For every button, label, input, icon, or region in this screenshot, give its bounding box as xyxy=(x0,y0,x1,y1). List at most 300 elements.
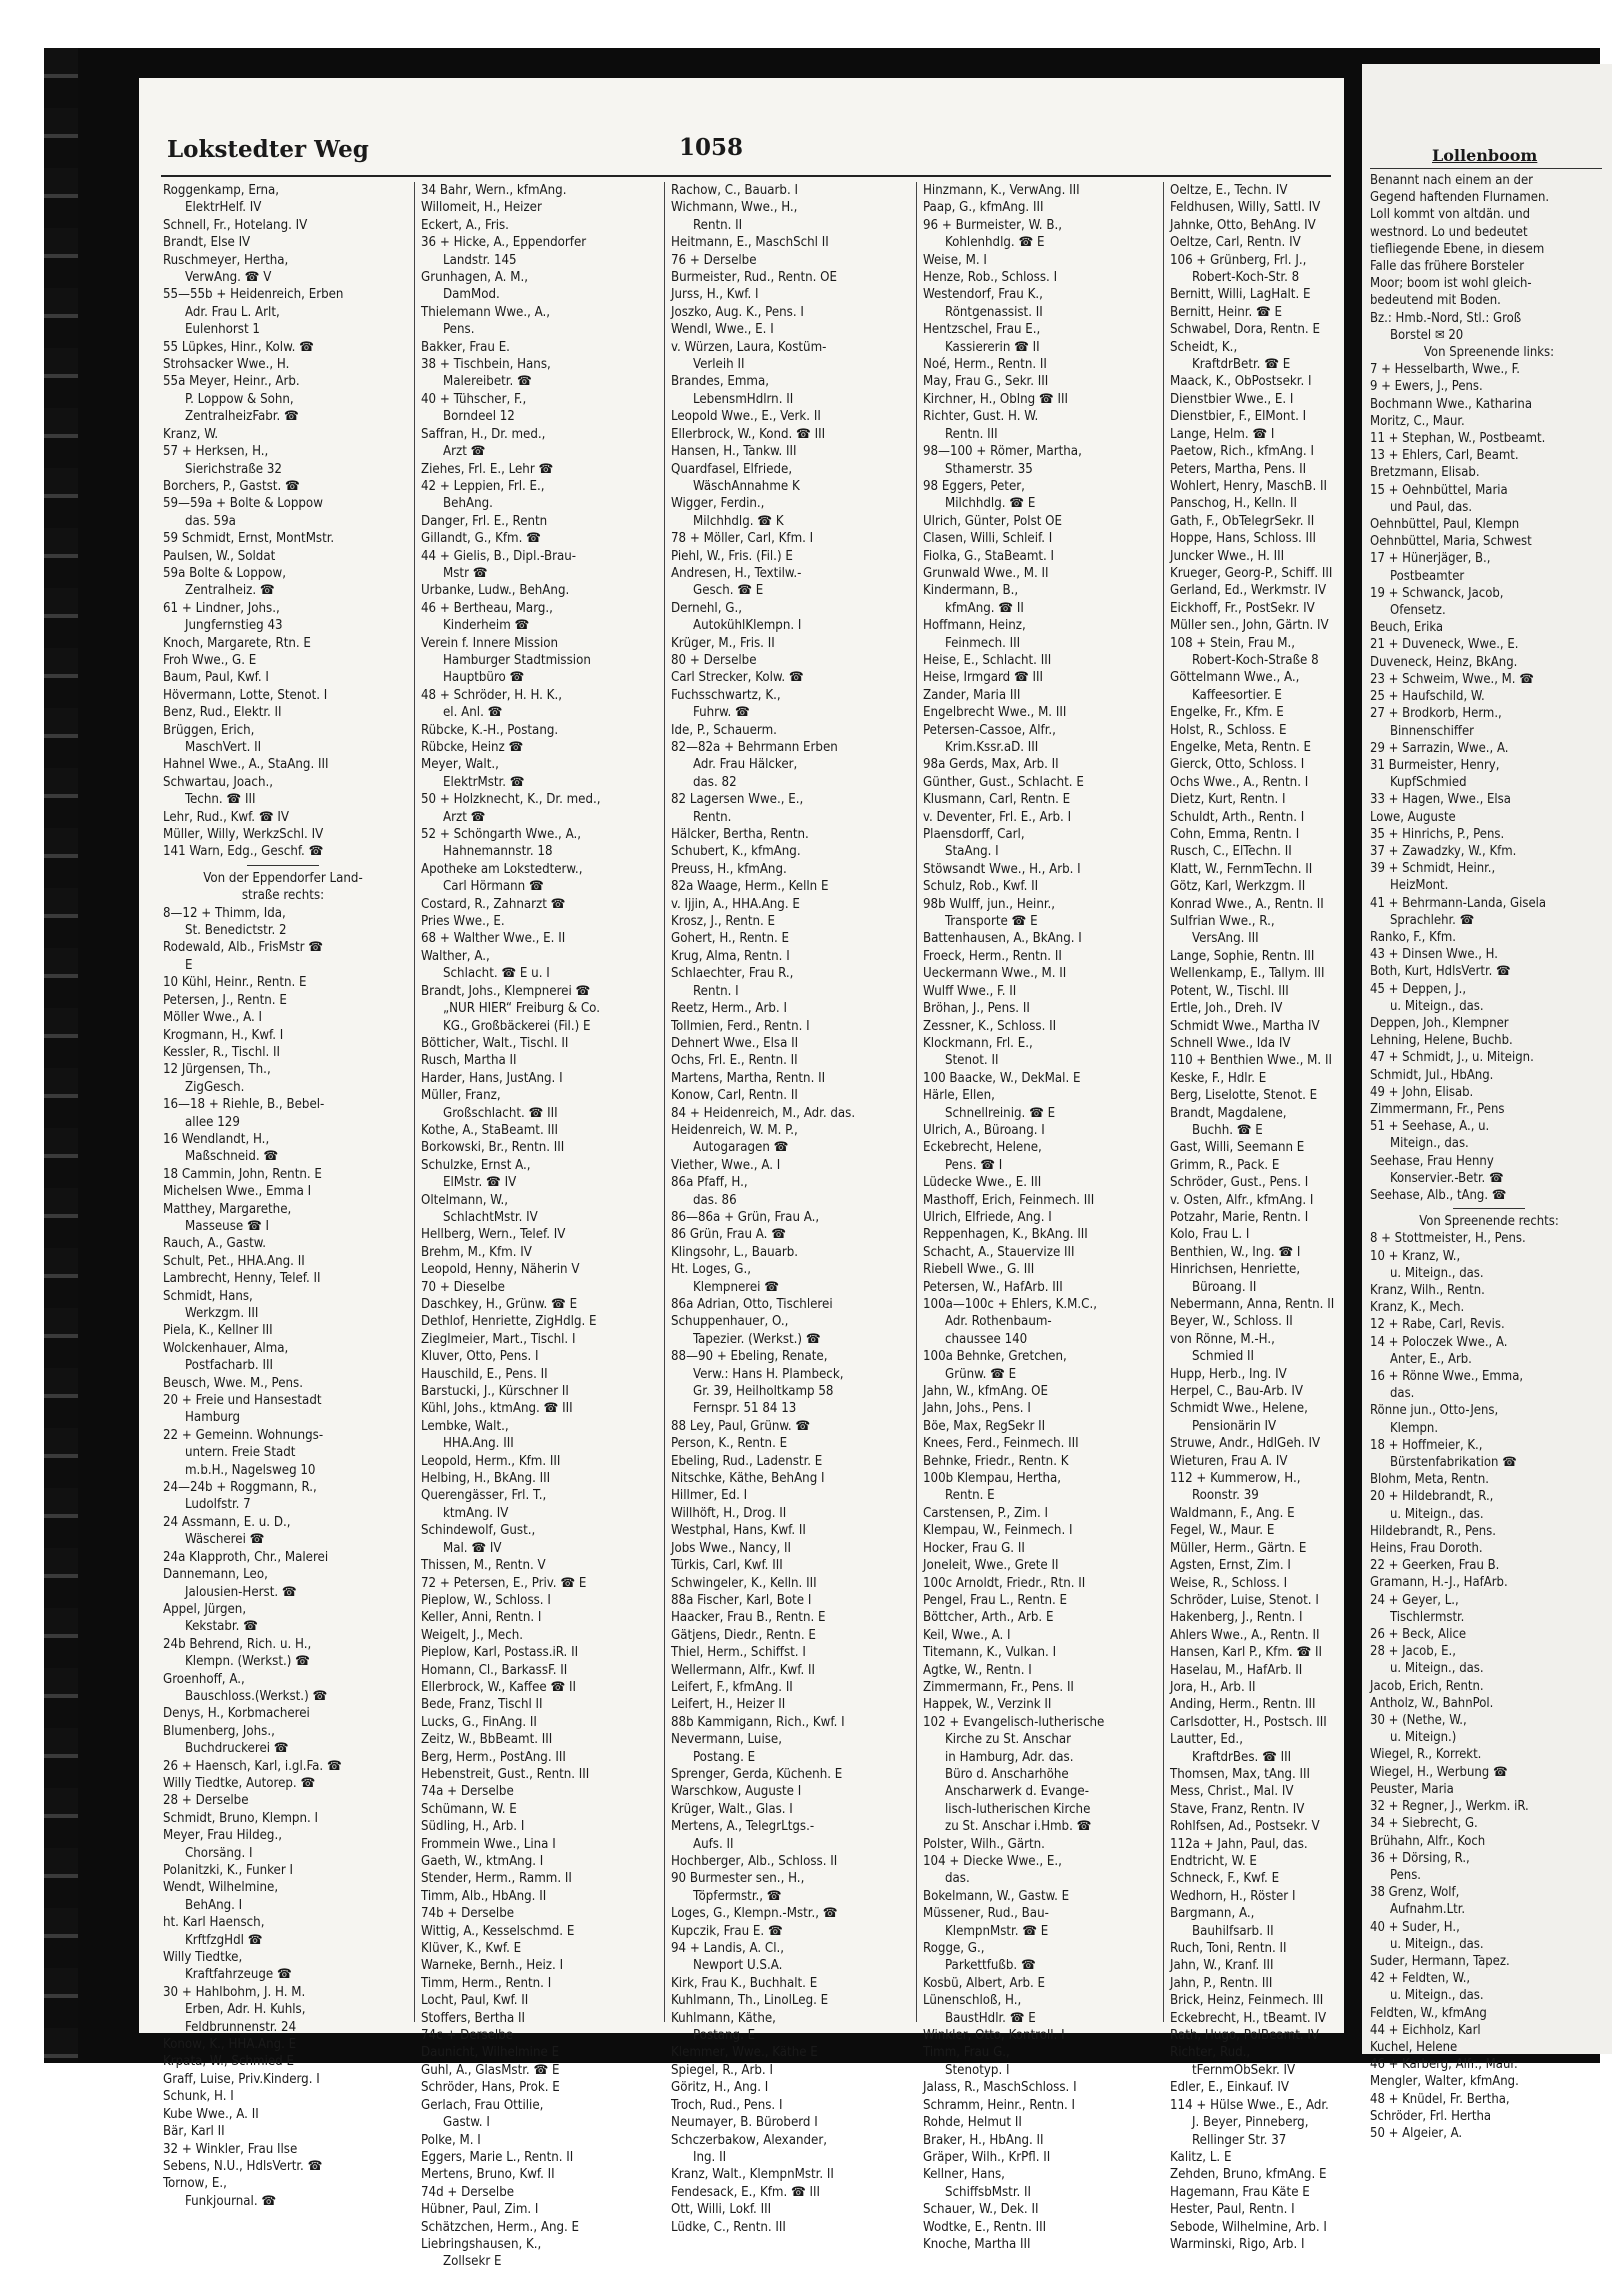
directory-entry: Ruschmeyer, Hertha, xyxy=(163,252,289,268)
directory-entry: Brandt, Else IV xyxy=(163,235,251,251)
entry-continuation: Feinmech. III xyxy=(945,635,1021,651)
entry-continuation: Werkzgm. III xyxy=(185,1306,259,1321)
directory-entry: Kuhlmann, Käthe, xyxy=(671,2010,776,2026)
directory-entry: Lambrecht, Henny, Telef. II xyxy=(163,1271,321,1287)
directory-entry: Keske, F., Hdlr. E xyxy=(1170,1070,1267,1086)
entry-continuation: Pens. ☎ I xyxy=(945,1157,1003,1173)
directory-entry: Peters, Martha, Pens. II xyxy=(1170,461,1307,477)
directory-entry: Kuhlmann, Th., LinolLeg. E xyxy=(671,1993,829,2009)
directory-entry: Moor; boom ist wohl gleich- xyxy=(1370,276,1532,292)
directory-entry: Oeltze, Carl, Rentn. IV xyxy=(1170,235,1301,251)
directory-column-5 xyxy=(1163,182,1345,2252)
directory-entry: Kube Wwe., A. II xyxy=(163,2106,259,2122)
directory-entry: Lange, Sophie, Rentn. III xyxy=(1170,948,1315,964)
entry-continuation: Arzt ☎ xyxy=(443,444,486,460)
directory-entry: 37 + Zawadzky, W., Kfm. xyxy=(1370,843,1517,859)
directory-entry: Kellner, Hans, xyxy=(923,2167,1005,2183)
entry-continuation: Kinderheim ☎ xyxy=(443,618,530,634)
directory-entry: Kirchner, H., Oblng ☎ III xyxy=(923,391,1068,407)
directory-entry: Paap, G., kfmAng. III xyxy=(923,200,1044,216)
directory-entry: Schulzke, Ernst A., xyxy=(421,1157,531,1173)
entry-continuation: KlempnMstr. ☎ E xyxy=(945,1923,1049,1939)
directory-entry: Wiegel, R., Korrekt. xyxy=(1370,1747,1482,1763)
directory-entry: Heins, Frau Doroth. xyxy=(1370,1541,1483,1557)
directory-entry: Clasen, Willi, Schleif. I xyxy=(923,531,1053,547)
directory-entry: Klusmann, Carl, Rentn. E xyxy=(923,792,1071,808)
entry-continuation: Mstr ☎ xyxy=(443,565,488,581)
directory-entry: Ott, Willi, Lokf. III xyxy=(671,2202,772,2218)
directory-entry: Dienstbier Wwe., E. I xyxy=(1170,391,1294,407)
directory-entry: Peuster, Maria xyxy=(1370,1781,1454,1797)
directory-entry: Antholz, W., BahnPol. xyxy=(1370,1695,1494,1711)
directory-entry: Jurss, H., Kwf. I xyxy=(671,287,759,303)
directory-entry: 26 + Haensch, Karl, i.gl.Fa. ☎ xyxy=(163,1758,342,1774)
directory-entry: 24 Assmann, E. u. D., xyxy=(163,1514,291,1530)
directory-entry: Gath, F., ObTelegrSekr. II xyxy=(1170,513,1315,529)
directory-entry: Oeltze, E., Techn. IV xyxy=(1170,183,1288,198)
entry-continuation: Funkjournal. ☎ xyxy=(185,2193,277,2209)
directory-entry: Liebringshausen, K., xyxy=(421,2236,542,2252)
directory-entry: Seehase, Frau Henny xyxy=(1370,1153,1494,1169)
directory-entry: Lehning, Helene, Buchb. xyxy=(1370,1033,1513,1049)
directory-entry: 88a Fischer, Karl, Bote I xyxy=(671,1592,812,1608)
directory-entry: 74d + Derselbe xyxy=(421,2184,515,2200)
directory-entry: Ertle, Joh., Dreh. IV xyxy=(1170,1001,1283,1017)
entry-continuation: Anscharwerk d. Evange- xyxy=(945,1784,1090,1800)
directory-entry: Gramann, H.-J., HafArb. xyxy=(1370,1575,1508,1591)
directory-entry: 100b Klempau, Hertha, xyxy=(923,1471,1062,1487)
directory-entry: Krüger, Walt., Glas. I xyxy=(671,1801,793,1817)
directory-entry: 11 + Stephan, W., Postbeamt. xyxy=(1370,431,1546,447)
directory-entry: 86a Pfaff, H., xyxy=(671,1175,748,1191)
directory-entry: Blohm, Meta, Rentn. xyxy=(1370,1472,1489,1488)
entry-continuation: Krim.Kssr.aD. III xyxy=(945,740,1039,755)
header-rule xyxy=(161,175,1331,177)
directory-entry: 108 + Stein, Frau M., xyxy=(1170,635,1296,651)
directory-entry: 24 + Geyer, L., xyxy=(1370,1592,1459,1608)
entry-continuation: Transporte ☎ E xyxy=(945,914,1038,930)
directory-entry: Gohert, H., Rentn. E xyxy=(671,931,789,947)
directory-entry: Thissen, M., Rentn. V xyxy=(421,1558,546,1574)
directory-entry: Eckert, A., Fris. xyxy=(421,217,509,233)
directory-entry: 48 + Knüdel, Fr. Bertha, xyxy=(1370,2091,1510,2107)
directory-entry: Brandt, Johs., Klempnerei ☎ xyxy=(421,983,591,999)
directory-entry: Maack, K., ObPostsekr. I xyxy=(1170,374,1312,390)
directory-entry: Zander, Maria III xyxy=(923,687,1021,703)
directory-entry: Knees, Ferd., Feinmech. III xyxy=(923,1436,1079,1452)
directory-entry: Bakker, Frau E. xyxy=(421,339,510,355)
directory-entry: Wittig, A., Kesselschmd. E xyxy=(421,1923,575,1939)
entry-continuation: Milchhdlg. ☎ K xyxy=(693,513,784,529)
directory-entry: Battenhausen, A., BkAng. I xyxy=(923,931,1082,947)
directory-entry: Eckebrecht, H., tBeamt. IV xyxy=(1170,2010,1327,2026)
directory-entry: Schindewolf, Gust., xyxy=(421,1523,536,1539)
directory-entry: Wendl, Wwe., E. I xyxy=(671,322,774,338)
directory-entry: Winkler, Otto, Kontroll. I xyxy=(923,2028,1065,2044)
entry-continuation: Klempnerei ☎ xyxy=(693,1279,780,1295)
entry-continuation: MaschVert. II xyxy=(185,740,262,755)
directory-entry: Thiel, Herm., Schiffst. I xyxy=(671,1645,806,1661)
entry-continuation: Arzt ☎ xyxy=(443,809,486,825)
directory-entry: Benannt nach einem an der xyxy=(1370,173,1533,188)
directory-entry: 59—59a + Bolte & Loppow xyxy=(163,496,323,512)
directory-entry: 82 Lagersen Wwe., E., xyxy=(671,792,804,808)
directory-entry: 27 + Brodkorb, Herm., xyxy=(1370,706,1502,722)
entry-continuation: BehAng. I xyxy=(185,1897,243,1913)
entry-continuation: tFernmObSekr. IV xyxy=(1192,2062,1296,2078)
directory-entry: Kalitz, L. E xyxy=(1170,2149,1232,2165)
directory-entry: westnord. Lo und bedeutet xyxy=(1370,224,1528,240)
directory-entry: Carstensen, P., Zim. I xyxy=(923,1505,1049,1521)
entry-continuation: Bürstenfabrikation ☎ xyxy=(1390,1455,1517,1471)
directory-entry: Schunk, H. I xyxy=(163,2089,234,2105)
directory-entry: Wulff Wwe., F. II xyxy=(923,983,1017,999)
directory-entry: Schmidt, Hans, xyxy=(163,1288,253,1304)
directory-entry: Gerlach, Frau Ottilie, xyxy=(421,2097,544,2113)
directory-entry: 36 + Dörsing, R., xyxy=(1370,1850,1470,1866)
directory-entry: Bochmann Wwe., Katharina xyxy=(1370,396,1532,412)
directory-entry: 33 + Hagen, Wwe., Elsa xyxy=(1370,792,1511,808)
directory-entry: Heitmann, E., MaschSchl II xyxy=(671,235,829,251)
directory-entry: Paulsen, W., Soldat xyxy=(163,548,276,564)
directory-entry: Jobs Wwe., Nancy, II xyxy=(671,1540,792,1556)
directory-entry: Benthien, W., Ing. ☎ I xyxy=(1170,1244,1301,1260)
directory-entry: Wigger, Ferdin., xyxy=(671,496,765,512)
directory-entry: Titemann, K., Vulkan. I xyxy=(923,1645,1057,1661)
directory-entry: Wichmann, Wwe., H., xyxy=(671,200,798,216)
directory-entry: Rachow, C., Bauarb. I xyxy=(671,183,798,198)
directory-entry: 28 + Derselbe xyxy=(163,1793,249,1809)
directory-entry: Zimmermann, Fr., Pens. II xyxy=(923,1679,1074,1695)
directory-entry: 100 Baacke, W., DekMal. E xyxy=(923,1070,1081,1086)
directory-entry: Pengel, Frau L., Rentn. E xyxy=(923,1592,1068,1608)
directory-entry: 78 + Möller, Carl, Kfm. I xyxy=(671,531,814,547)
directory-entry: 74a + Derselbe xyxy=(421,1784,514,1800)
section-heading: Von Spreenende links: xyxy=(1423,345,1555,361)
directory-entry: Gierck, Otto, Schloss. I xyxy=(1170,757,1305,773)
entry-continuation: u. Miteign.) xyxy=(1390,1730,1457,1746)
entry-continuation: Adr. Frau L. Arlt, xyxy=(185,304,280,320)
directory-entry: Reetz, Herm., Arb. I xyxy=(671,1001,787,1017)
directory-entry: Gillandt, G., Kfm. ☎ xyxy=(421,531,541,547)
directory-entry: Masthoff, Erich, Feinmech. III xyxy=(923,1192,1095,1208)
section-heading: Von Spreenende rechts: xyxy=(1419,1214,1559,1230)
directory-entry: 13 + Ehlers, Carl, Beamt. xyxy=(1370,448,1519,464)
directory-entry: Lünenschloß, H., xyxy=(923,1993,1022,2009)
directory-entry: Spiegel, R., Arb. I xyxy=(671,2062,773,2078)
book-spine xyxy=(44,48,78,2063)
directory-entry: Kühl, Johs., ktmAng. ☎ III xyxy=(421,1401,573,1417)
directory-entry: Brandt, Magdalene, xyxy=(1170,1105,1287,1121)
entry-continuation: das. 86 xyxy=(693,1192,737,1208)
directory-entry: Schröder, Gust., Pens. I xyxy=(1170,1175,1309,1191)
directory-entry: Schuldt, Arth., Rentn. I xyxy=(1170,809,1305,825)
directory-entry: Nitschke, Käthe, BehAng I xyxy=(671,1471,825,1487)
directory-entry: 55—55b + Heidenreich, Erben xyxy=(163,287,344,303)
directory-entry: Schlaechter, Frau R., xyxy=(671,966,794,982)
directory-entry: Bargmann, A., xyxy=(1170,1906,1255,1922)
directory-entry: Hagemann, Frau Käte E xyxy=(1170,2184,1310,2200)
directory-entry: Schröder, Luise, Stenot. I xyxy=(1170,1592,1319,1608)
directory-entry: Schmidt Wwe., Martha IV xyxy=(1170,1018,1320,1034)
directory-entry: Jacob, Erich, Rentn. xyxy=(1370,1678,1484,1694)
entry-continuation: Büroang. II xyxy=(1192,1279,1257,1295)
directory-entry: Klempau, W., Feinmech. I xyxy=(923,1523,1073,1539)
entry-continuation: St. Benedictstr. 2 xyxy=(185,923,287,939)
entry-continuation: Schnellreinig. ☎ E xyxy=(945,1105,1056,1121)
entry-continuation: das. 82 xyxy=(693,774,737,790)
entry-continuation: ktmAng. IV xyxy=(443,1505,509,1521)
entry-continuation: KrftfzgHdl ☎ xyxy=(185,1932,263,1948)
directory-entry: 24—24b + Roggmann, R., xyxy=(163,1480,317,1496)
directory-entry: Rohlfsen, Ad., Postsekr. V xyxy=(1170,1819,1320,1835)
directory-entry: Jahnke, Otto, BehAng. IV xyxy=(1170,217,1316,233)
directory-entry: Rauch, A., Gastw. xyxy=(163,1236,267,1252)
directory-entry: Klockmann, Frl. E., xyxy=(923,1035,1033,1051)
entry-continuation: Adr. Rothenbaum- xyxy=(945,1314,1052,1330)
directory-entry: Borkowski, Br., Rentn. III xyxy=(421,1140,565,1156)
directory-column-2 xyxy=(414,182,664,2270)
directory-entry: Reppenhagen, K., BkAng. III xyxy=(923,1227,1088,1243)
directory-entry: 15 + Oehnbüttel, Maria xyxy=(1370,482,1508,498)
directory-entry: Jahn, Johs., Pens. I xyxy=(923,1401,1031,1417)
directory-entry: Struwe, Andr., HdlGeh. IV xyxy=(1170,1436,1321,1452)
directory-entry: Knoch, Margarete, Rtn. E xyxy=(163,635,311,651)
entry-continuation: Sthamerstr. 35 xyxy=(945,461,1033,477)
directory-entry: Lowe, Auguste xyxy=(1370,809,1456,825)
directory-entry: Gerland, Ed., Werkmstr. IV xyxy=(1170,583,1327,599)
directory-entry: Anding, Herm., Rentn. III xyxy=(1170,1697,1316,1713)
entry-continuation: Miteign., das. xyxy=(1390,1136,1469,1152)
directory-entry: Holst, R., Schloss. E xyxy=(1170,722,1287,738)
directory-entry: Carl Strecker, Kolw. ☎ xyxy=(671,670,804,686)
directory-entry: Daschkey, H., Grünw. ☎ E xyxy=(421,1297,578,1312)
directory-entry: Loll kommt von altdän. und xyxy=(1370,207,1531,223)
directory-entry: Warminski, Rigo, Arb. I xyxy=(1170,2236,1305,2252)
directory-entry: 8—12 + Thimm, Ida, xyxy=(163,905,286,921)
entry-continuation: ZentralheizFabr. ☎ xyxy=(185,409,299,425)
entry-continuation: Hamburg xyxy=(185,1410,240,1426)
directory-entry: Müller, Franz, xyxy=(421,1088,501,1104)
directory-entry: 94 + Landis, A. Cl., xyxy=(671,1941,785,1957)
directory-entry: Both, Kurt, HdlsVertr. ☎ xyxy=(1370,964,1511,980)
entry-continuation: Kekstabr. ☎ xyxy=(185,1619,258,1635)
directory-entry: Strohsacker Wwe., H. xyxy=(163,357,290,373)
directory-entry: 48 + Schröder, H. H. K., xyxy=(421,687,562,703)
entry-continuation: Buchh. ☎ E xyxy=(1192,1122,1263,1138)
directory-entry: 55a Meyer, Heinr., Arb. xyxy=(163,374,300,390)
directory-entry: Homann, Cl., BarkassF. II xyxy=(421,1662,568,1678)
directory-entry: Beuch, Erika xyxy=(1370,620,1444,636)
directory-entry: Brüggen, Erich, xyxy=(163,722,255,738)
entry-continuation: allee 129 xyxy=(185,1114,240,1130)
entry-continuation: und Paul, das. xyxy=(1390,499,1473,515)
entry-continuation: DamMod. xyxy=(443,287,500,303)
entry-continuation: KG., Großbäckerei (Fil.) E xyxy=(443,1018,591,1034)
directory-entry: Appel, Jürgen, xyxy=(163,1601,247,1617)
directory-entry: Schmidt, Jul., HbAng. xyxy=(1370,1067,1494,1083)
next-page-partial xyxy=(1362,64,1612,2141)
directory-entry: Timm, Herm., Rentn. I xyxy=(421,1975,552,1991)
directory-entry: Hövermann, Lotte, Stenot. I xyxy=(163,687,328,703)
entry-continuation: Chorsäng. I xyxy=(185,1845,253,1861)
directory-entry: 86 Grün, Frau A. ☎ xyxy=(671,1227,786,1243)
directory-entry: Brehm, M., Kfm. IV xyxy=(421,1244,532,1260)
directory-entry: Jalass, R., MaschSchloss. I xyxy=(923,2080,1077,2096)
directory-entry: Piehl, W., Fris. (Fil.) E xyxy=(671,548,793,564)
directory-entry: 88 Ley, Paul, Grünw. ☎ xyxy=(671,1418,811,1434)
directory-entry: 44 + Gielis, B., Dipl.-Brau- xyxy=(421,548,577,564)
entry-continuation: Anter, E., Arb. xyxy=(1390,1351,1472,1367)
directory-entry: Panschog, H., Kelln. II xyxy=(1170,496,1297,512)
entry-continuation: AutokühlKlempn. I xyxy=(693,618,802,634)
directory-entry: 41 + Behrmann-Landa, Gisela xyxy=(1370,895,1547,911)
directory-entry: Joszko, Aug. K., Pens. I xyxy=(671,304,804,320)
directory-entry: Müller sen., John, Gärtn. IV xyxy=(1170,618,1329,634)
entry-continuation: Kassiererin ☎ II xyxy=(945,339,1040,355)
entry-continuation: LebensmHdlrn. II xyxy=(693,391,794,407)
directory-entry: Bretzmann, Elisab. xyxy=(1370,465,1480,481)
directory-entry: 38 + Tischbein, Hans, xyxy=(421,357,551,373)
directory-entry: 100a—100c + Ehlers, K.M.C., xyxy=(923,1297,1097,1312)
directory-entry: Ellerbrock, W., Kond. ☎ III xyxy=(671,426,826,442)
directory-entry: Meyer, Frau Hildeg., xyxy=(163,1828,282,1844)
directory-entry: Timm, Frau G., xyxy=(923,2045,1010,2061)
directory-entry: Türkis, Carl, Kwf. III xyxy=(671,1558,783,1574)
directory-entry: Agtke, W., Rentn. I xyxy=(923,1662,1032,1678)
directory-entry: Klatt, W., FernmTechn. II xyxy=(1170,861,1313,877)
entry-continuation: kfmAng. ☎ II xyxy=(945,600,1024,616)
directory-entry: Hoppe, Hans, Schloss. III xyxy=(1170,531,1317,547)
directory-entry: 88—90 + Ebeling, Renate, xyxy=(671,1349,828,1365)
directory-entry: 84 + Heidenreich, M., Adr. das. xyxy=(671,1105,856,1121)
directory-entry: Konow, K., HHA.Ang. E xyxy=(163,2037,297,2053)
directory-entry: Leifert, H., Heizer II xyxy=(671,1697,786,1713)
directory-entry: Apotheke am Lokstedterw., xyxy=(421,861,583,877)
directory-entry: Carlsdotter, H., Postsch. III xyxy=(1170,1714,1327,1730)
directory-entry: Schröder, Frl. Hertha xyxy=(1370,2108,1492,2124)
entry-continuation: Zollsekr E xyxy=(443,2254,502,2270)
directory-entry: Kuchel, Helene xyxy=(1370,2039,1458,2055)
directory-entry: Schubert, K., kfmAng. xyxy=(671,844,801,860)
entry-continuation: KupfSchmied xyxy=(1390,775,1467,791)
directory-entry: Hansen, H., Tankw. III xyxy=(671,444,797,460)
entry-continuation: Milchhdlg. ☎ E xyxy=(945,496,1036,512)
entry-continuation: Wäscherei ☎ xyxy=(185,1532,265,1548)
directory-entry: Joneleit, Wwe., Grete II xyxy=(923,1558,1059,1574)
directory-entry: Froeck, Herm., Rentn. II xyxy=(923,948,1062,964)
directory-entry: Richter, Rud., xyxy=(1170,2045,1251,2061)
directory-entry: Groenhoff, A., xyxy=(163,1671,245,1687)
directory-entry: 22 + Gemeinn. Wohnungs- xyxy=(163,1427,324,1443)
directory-entry: Rusch, Martha II xyxy=(421,1053,517,1069)
directory-entry: 24b Behrend, Rich. u. H., xyxy=(163,1636,312,1652)
entry-continuation: Rentn. II xyxy=(693,217,743,233)
directory-entry: Andresen, H., Textilw.- xyxy=(671,565,802,581)
directory-entry: Zieglmeier, Mart., Tischl. I xyxy=(421,1331,576,1347)
entry-continuation: Aufs. II xyxy=(693,1836,734,1852)
directory-entry: Jora, H., Arb. II xyxy=(1170,1679,1256,1695)
directory-entry: Duveneck, Heinz, BkAng. xyxy=(1370,654,1518,670)
directory-entry: Hillmer, Ed. I xyxy=(671,1488,748,1504)
page-number: 1058 xyxy=(679,134,744,161)
directory-entry: Rohde, Helmut II xyxy=(923,2115,1022,2131)
entry-continuation: Buchdruckerei ☎ xyxy=(185,1741,289,1757)
directory-entry: Zehden, Bruno, kfmAng. E xyxy=(1170,2167,1327,2183)
directory-entry: Thielemann Wwe., A., xyxy=(421,304,551,320)
directory-entry: Polke, M. I xyxy=(421,2132,481,2148)
entry-continuation: StaAng. I xyxy=(945,844,999,860)
directory-entry: Seehase, Alb., tAng. ☎ xyxy=(1370,1187,1507,1203)
directory-entry: Böttcher, Arth., Arb. E xyxy=(923,1610,1054,1626)
entry-continuation: Kaffeesortier. E xyxy=(1192,687,1282,703)
directory-entry: Hübner, Paul, Zim. I xyxy=(421,2202,539,2218)
directory-entry: Stöwsandt Wwe., H., Arb. I xyxy=(923,861,1081,877)
directory-column-4 xyxy=(916,182,1163,2252)
directory-entry: 98 Eggers, Peter, xyxy=(923,478,1025,494)
entry-continuation: Rentn. III xyxy=(945,426,998,442)
entry-continuation: BaustHdlr. ☎ E xyxy=(945,2010,1036,2026)
directory-entry: 47 + Schmidt, J., u. Miteign. xyxy=(1370,1050,1534,1066)
directory-entry: Pries Wwe., E. xyxy=(421,914,505,930)
entry-continuation: Eulenhorst 1 xyxy=(185,322,260,338)
directory-entry: Behnke, Friedr., Rentn. K xyxy=(923,1453,1069,1469)
entry-continuation: chaussee 140 xyxy=(945,1331,1028,1347)
directory-entry: Ulrich, A., Büroang. I xyxy=(923,1122,1045,1138)
entry-continuation: WäschAnnahme K xyxy=(693,478,800,494)
entry-continuation: SchiffsbMstr. II xyxy=(945,2184,1032,2200)
entry-continuation: Binnenschiffer xyxy=(1390,723,1474,739)
directory-entry: Gaeth, W., ktmAng. I xyxy=(421,1854,544,1869)
directory-entry: Braker, H., HbAng. II xyxy=(923,2132,1044,2148)
entry-continuation: Bauschloss.(Werkst.) ☎ xyxy=(185,1688,328,1704)
entry-continuation: Ing. II xyxy=(693,2149,727,2165)
directory-entry: Loges, G., Klempn.-Mstr., ☎ xyxy=(671,1906,838,1922)
directory-entry: Dernehl, G., xyxy=(671,600,742,616)
directory-entry: Lucks, G., FinAng. II xyxy=(421,1714,537,1730)
directory-entry: Weise, R., Schloss. I xyxy=(1170,1575,1288,1591)
directory-entry: Schröder, Hans, Prok. E xyxy=(421,2080,560,2096)
directory-entry: 18 + Hoffmeier, K., xyxy=(1370,1437,1483,1453)
directory-entry: Endtricht, W. E xyxy=(1170,1854,1257,1869)
directory-entry: Ide, P., Schauerm. xyxy=(671,722,777,738)
directory-entry: Petersen-Cassoe, Alfr., xyxy=(923,722,1056,738)
entry-continuation: Aufnahm.Ltr. xyxy=(1390,1902,1466,1918)
directory-entry: Cohn, Emma, Rentn. I xyxy=(1170,827,1300,843)
directory-entry: Stave, Franz, Rentn. IV xyxy=(1170,1801,1305,1817)
directory-entry: 42 + Feldten, W., xyxy=(1370,1971,1471,1987)
directory-entry: Krueger, Georg-P., Schiff. III xyxy=(1170,565,1333,581)
directory-entry: Kothe, A., StaBeamt. III xyxy=(421,1122,558,1138)
entry-continuation: Stenot. II xyxy=(945,1053,999,1069)
directory-entry: Lüdecke Wwe., E. III xyxy=(923,1175,1042,1191)
directory-entry: 43 + Dinsen Wwe., H. xyxy=(1370,947,1498,963)
directory-entry: Bokelmann, W., Gastw. E xyxy=(923,1888,1070,1904)
directory-entry: Kolo, Frau L. I xyxy=(1170,1227,1250,1243)
directory-entry: 141 Warn, Edg., Geschf. ☎ xyxy=(163,844,324,860)
directory-entry: 90 Burmester sen., H., xyxy=(671,1871,805,1887)
entry-continuation: HeizMont. xyxy=(1390,878,1449,894)
entry-continuation: Töpfermstr., ☎ xyxy=(693,1888,782,1904)
directory-entry: 70 + Dieselbe xyxy=(421,1279,505,1295)
directory-entry: Helbing, H., BkAng. III xyxy=(421,1471,551,1487)
entry-continuation: Hauptbüro ☎ xyxy=(443,670,525,686)
directory-entry: 38 Grenz, Wolf, xyxy=(1370,1885,1460,1901)
directory-entry: Ulrich, Elfriede, Ang. I xyxy=(923,1209,1052,1225)
directory-entry: Blumenberg, Johs., xyxy=(163,1723,275,1739)
directory-entry: Engelke, Fr., Kfm. E xyxy=(1170,705,1284,721)
directory-entry: Hahnel Wwe., A., StaAng. III xyxy=(163,757,329,773)
